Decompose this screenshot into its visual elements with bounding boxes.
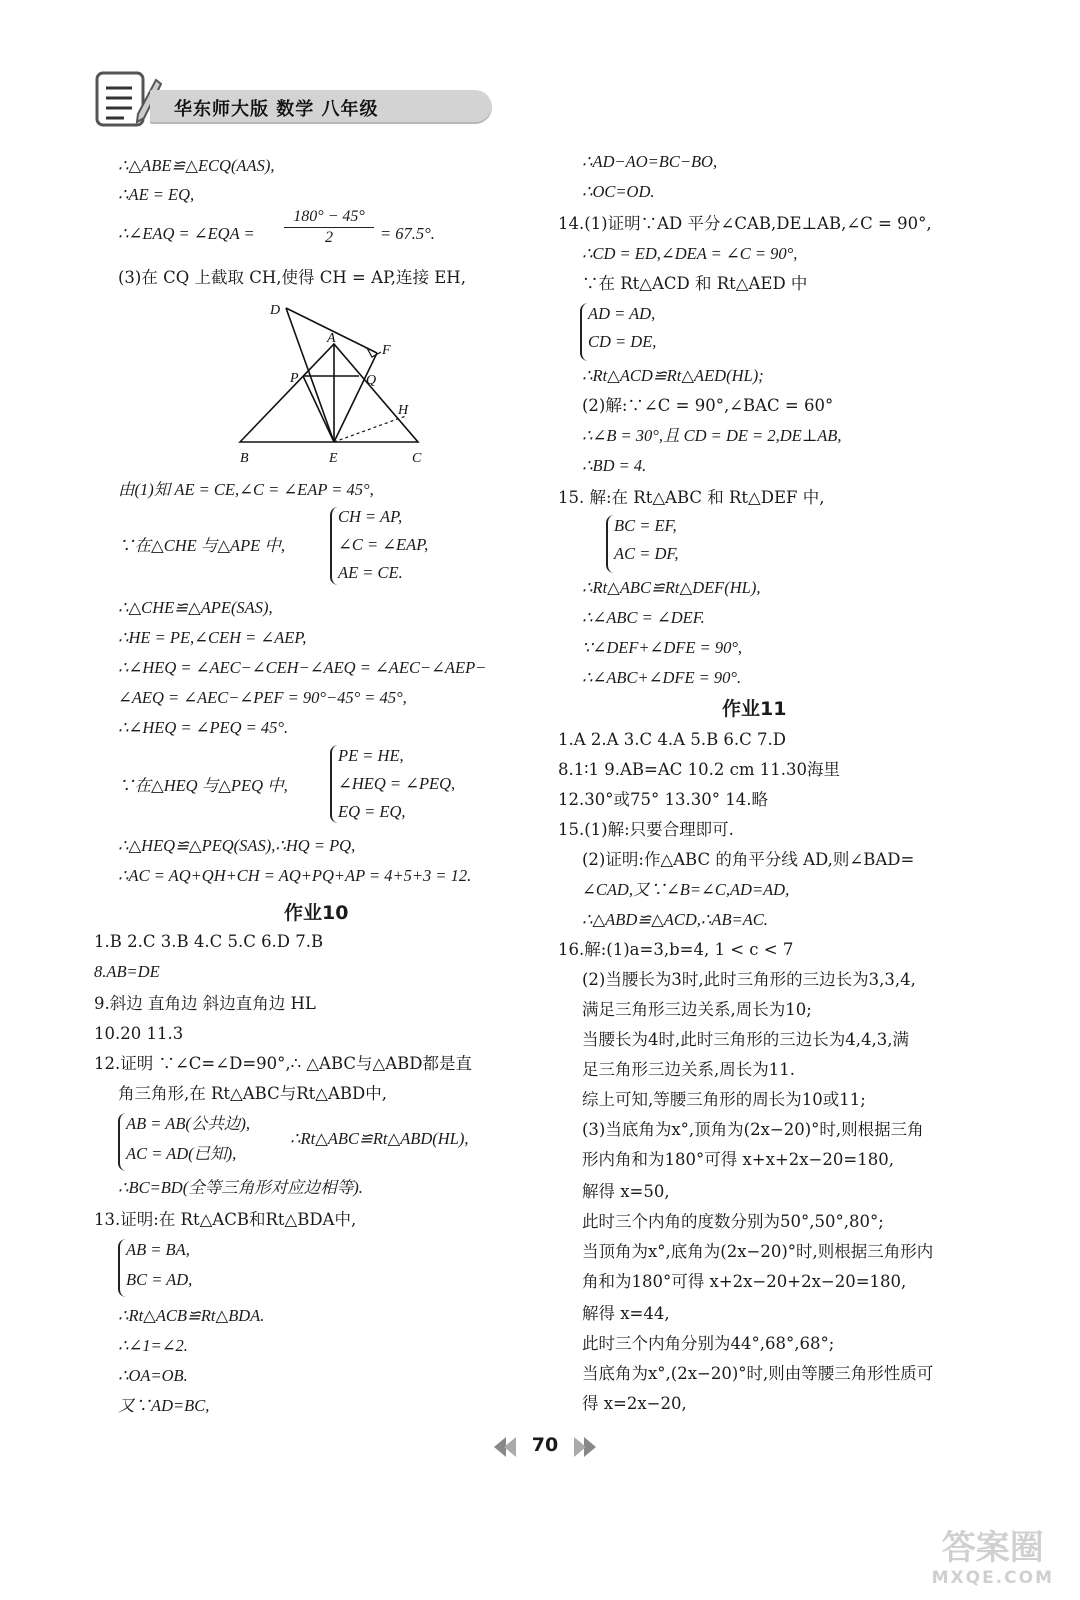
page-number: 70 bbox=[531, 1434, 559, 1456]
s10-line-15: ∴OA=OB. bbox=[118, 1366, 188, 1385]
s10-line-9: ∴BC=BD(全等三角形对应边相等). bbox=[118, 1178, 363, 1197]
s10-line-13: ∴Rt△ACB≌Rt△BDA. bbox=[118, 1306, 265, 1325]
s10-line-11: AB = BA, bbox=[126, 1240, 190, 1259]
watermark-logo-text: 答案圈 bbox=[941, 1528, 1044, 1568]
left-line-13: ∠AEQ = ∠AEC−∠PEF = 90°−45° = 45°, bbox=[118, 688, 407, 707]
s10-line-4: 12.证明 ∵∠C=∠D=90°,∴ △ABC与△ABD都是直 bbox=[94, 1054, 472, 1073]
right-line-8: (2)解:∵∠C = 90°,∠BAC = 60° bbox=[582, 396, 834, 415]
left-line-2: ∴∠EAQ = ∠EQA = bbox=[118, 224, 255, 243]
page-number-badge bbox=[490, 1432, 600, 1462]
brace bbox=[330, 507, 338, 585]
left-line-11: ∴HE = PE,∠CEH = ∠AEP, bbox=[118, 628, 307, 647]
section-11-title: 作业11 bbox=[722, 698, 787, 720]
right-line-2: 14.(1)证明∵AD 平分∠CAB,DE⊥AB,∠C = 90°, bbox=[558, 214, 932, 233]
s10-line-10: 13.证明:在 Rt△ACB和Rt△BDA中, bbox=[94, 1210, 357, 1229]
s10-line-3: 10.20 11.3 bbox=[94, 1024, 184, 1043]
left-line-1: ∴AE = EQ, bbox=[118, 185, 195, 204]
left-line-3: = 67.5°. bbox=[380, 224, 435, 243]
s10-line-7: AC = AD(已知), bbox=[126, 1144, 237, 1163]
s11-line-1: 8.1∶1 9.AB=AC 10.2 cm 11.30海里 bbox=[558, 760, 841, 779]
left-line-5: 由(1)知 AE = CE,∠C = ∠EAP = 45°, bbox=[118, 480, 374, 499]
segment-pe bbox=[303, 376, 334, 442]
label-q: Q bbox=[366, 373, 377, 388]
right-line-12: BC = EF, bbox=[614, 516, 677, 535]
right-line-15: ∴∠ABC = ∠DEF. bbox=[582, 608, 705, 627]
left-line-7: CH = AP, bbox=[338, 507, 403, 526]
s10-line-6: AB = AB(公共边), bbox=[126, 1114, 251, 1133]
s10-line-2: 9.斜边 直角边 斜边直角边 HL bbox=[94, 994, 316, 1013]
left-line-8: ∠C = ∠EAP, bbox=[338, 535, 429, 554]
s11-line-18: 角和为180°可得 x+2x−20+2x−20=180, bbox=[582, 1272, 907, 1291]
right-line-4: ∵在 Rt△ACD 和 Rt△AED 中 bbox=[582, 274, 808, 293]
right-line-6: CD = DE, bbox=[588, 332, 657, 351]
left-line-14: ∴∠HEQ = ∠PEQ = 45°. bbox=[118, 718, 289, 737]
header-banner bbox=[150, 90, 492, 124]
s11-line-21: 当底角为x°,(2x−20)°时,则由等腰三角形性质可 bbox=[582, 1364, 934, 1383]
brace bbox=[118, 1113, 126, 1171]
s11-line-6: ∴△ABD≌△ACD,∴AB=AC. bbox=[582, 910, 768, 929]
left-line-18: EQ = EQ, bbox=[338, 802, 406, 821]
s10-line-8: ∴Rt△ABC≌Rt△ABD(HL), bbox=[290, 1129, 469, 1148]
fraction-denominator: 2 bbox=[325, 229, 333, 246]
left-line-12: ∴∠HEQ = ∠AEC−∠CEH−∠AEQ = ∠AEC−∠AEP− bbox=[118, 658, 487, 677]
s11-line-11: 足三角形三边关系,周长为11. bbox=[582, 1060, 795, 1079]
s11-line-7: 16.解:(1)a=3,b=4, 1 < c < 7 bbox=[558, 940, 794, 959]
s11-line-17: 当顶角为x°,底角为(2x−20)°时,则根据三角形内 bbox=[582, 1242, 934, 1261]
brace bbox=[580, 303, 588, 361]
s10-line-12: BC = AD, bbox=[126, 1270, 193, 1289]
header-title: 华东师大版 数学 八年级 bbox=[174, 99, 379, 120]
left-line-10: ∴△CHE≌△APE(SAS), bbox=[118, 598, 273, 617]
s11-line-0: 1.A 2.A 3.C 4.A 5.B 6.C 7.D bbox=[558, 730, 787, 749]
s10-line-0: 1.B 2.C 3.B 4.C 5.C 6.D 7.B bbox=[94, 932, 324, 951]
left-line-17: ∠HEQ = ∠PEQ, bbox=[338, 774, 456, 793]
s11-line-13: (3)当底角为x°,顶角为(2x−20)°时,则根据三角 bbox=[582, 1120, 924, 1139]
left-line-9: AE = CE. bbox=[338, 563, 403, 582]
s11-line-15: 解得 x=50, bbox=[582, 1182, 670, 1201]
s11-line-20: 此时三个内角分别为44°,68°,68°; bbox=[582, 1334, 835, 1353]
brace bbox=[330, 745, 338, 823]
brace bbox=[118, 1239, 126, 1297]
right-line-7: ∴Rt△ACD≌Rt△AED(HL); bbox=[582, 366, 764, 385]
s11-line-8: (2)当腰长为3时,此时三角形的三边长为3,3,4, bbox=[582, 970, 916, 989]
fraction bbox=[284, 207, 374, 248]
right-line-17: ∴∠ABC+∠DFE = 90°. bbox=[582, 668, 742, 687]
s11-line-4: (2)证明:作△ABC 的角平分线 AD,则∠BAD= bbox=[582, 850, 915, 869]
right-line-11: 15. 解:在 Rt△ABC 和 Rt△DEF 中, bbox=[558, 488, 825, 507]
s11-line-19: 解得 x=44, bbox=[582, 1304, 670, 1323]
s11-line-2: 12.30°或75° 13.30° 14.略 bbox=[558, 790, 768, 809]
label-h: H bbox=[398, 403, 409, 418]
left-line-19: ∴△HEQ≌△PEQ(SAS),∴HQ = PQ, bbox=[118, 836, 356, 855]
label-a: A bbox=[327, 331, 336, 346]
section-10-title: 作业10 bbox=[284, 902, 349, 924]
s11-line-16: 此时三个内角的度数分别为50°,50°,80°; bbox=[582, 1212, 884, 1231]
s11-line-10: 当腰长为4时,此时三角形的三边长为4,4,3,满 bbox=[582, 1030, 909, 1049]
left-line-20: ∴AC = AQ+QH+CH = AQ+PQ+AP = 4+5+3 = 12. bbox=[118, 866, 472, 885]
brace bbox=[606, 515, 614, 573]
label-e: E bbox=[329, 451, 338, 466]
right-line-0: ∴AD−AO=BC−BO, bbox=[582, 152, 718, 171]
watermark-url: MXQE.COM bbox=[931, 1568, 1054, 1588]
figure-svg bbox=[232, 296, 432, 468]
right-line-3: ∴CD = ED,∠DEA = ∠C = 90°, bbox=[582, 244, 798, 263]
right-line-13: AC = DF, bbox=[614, 544, 679, 563]
label-f: F bbox=[382, 343, 391, 358]
s11-line-5: ∠CAD,又∵∠B=∠C,AD=AD, bbox=[582, 880, 790, 899]
s10-line-5: 角三角形,在 Rt△ABC与Rt△ABD中, bbox=[118, 1084, 387, 1103]
right-line-16: ∵∠DEF+∠DFE = 90°, bbox=[582, 638, 743, 657]
s11-line-22: 得 x=2x−20, bbox=[582, 1394, 687, 1413]
left-line-4: (3)在 CQ 上截取 CH,使得 CH = AP,连接 EH, bbox=[118, 268, 466, 287]
s10-line-1: 8.AB=DE bbox=[94, 962, 160, 981]
label-c: C bbox=[412, 451, 422, 466]
left-line-6: ∵在△CHE 与△APE 中, bbox=[118, 536, 285, 555]
left-line-16: PE = HE, bbox=[338, 746, 404, 765]
geometry-figure bbox=[232, 296, 432, 468]
right-line-9: ∴∠B = 30°,且 CD = DE = 2,DE⊥AB, bbox=[582, 426, 842, 445]
s11-line-3: 15.(1)解:只要合理即可. bbox=[558, 820, 734, 839]
s11-line-9: 满足三角形三边关系,周长为10; bbox=[582, 1000, 812, 1019]
right-line-5: AD = AD, bbox=[588, 304, 656, 323]
right-line-10: ∴BD = 4. bbox=[582, 456, 647, 475]
right-line-14: ∴Rt△ABC≌Rt△DEF(HL), bbox=[582, 578, 761, 597]
right-line-1: ∴OC=OD. bbox=[582, 182, 655, 201]
label-p: P bbox=[290, 371, 299, 386]
label-d: D bbox=[270, 303, 281, 318]
fraction-numerator: 180° − 45° bbox=[284, 207, 374, 228]
s11-line-14: 形内角和为180°可得 x+x+2x−20=180, bbox=[582, 1150, 894, 1169]
s11-line-12: 综上可知,等腰三角形的周长为10或11; bbox=[582, 1090, 866, 1109]
s10-line-14: ∴∠1=∠2. bbox=[118, 1336, 188, 1355]
watermark bbox=[932, 1528, 1054, 1588]
left-line-0: ∴△ABE≌△ECQ(AAS), bbox=[118, 156, 275, 175]
left-line-15: ∵在△HEQ 与△PEQ 中, bbox=[118, 776, 288, 795]
s10-line-16: 又∵AD=BC, bbox=[118, 1396, 210, 1415]
label-b: B bbox=[240, 451, 249, 466]
